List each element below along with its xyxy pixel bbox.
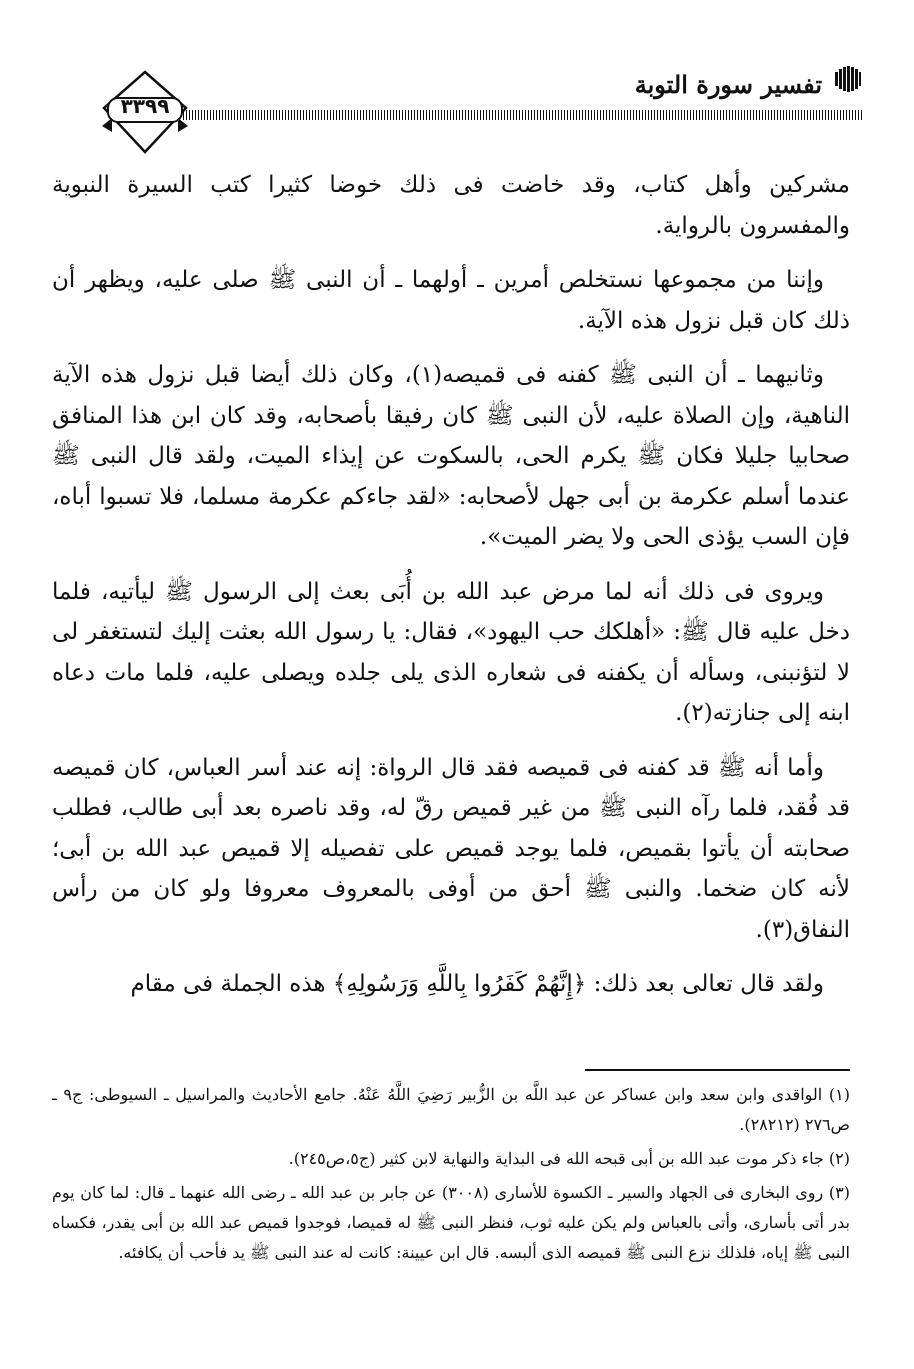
running-header-title: تفسير سورة التوبة — [634, 70, 822, 99]
paragraph: وأما أنه ﷺ قد كفنه فى قميصه فقد قال الرواة: إنه عند أسر العباس، كان قميصه قد فُقد، فلما رآه النبى ﷺ من غير قميص رقّ له، وقد ناصره بعد أبى طالب، فطلب صحابته أن يأتوا بقميص، فلما يوجد قميص على تفصيله إلا قميص عبد الله بن أبى؛ لأنه كان ضخما. والنبى ﷺ أحق من أوفى بالمعروف معروفا ولو كان من رأس النفاق(٣). — [52, 754, 850, 943]
flower-ornament-icon — [834, 66, 862, 92]
footnotes — [52, 1080, 850, 1272]
footnote-3: (٣) روى البخارى فى الجهاد والسير ـ الكسوة للأسارى (٣٠٠٨) عن جابر بن عبد الله ـ رضى الله عنهما ـ قال: لما كان يوم بدر أتى بأسارى، وأتى بالعباس ولم يكن عليه ثوب، فنظر النبى ﷺ له قميصا، فوجدوا قميص عبد الله بن أبى يقدر، فكساه النبى ﷺ إياه، فلذلك نزع النبى ﷺ قميصه الذى ألبسه. قال ابن عيينة: كانت له عند النبى ﷺ يد فأحب أن يكافئه. — [52, 1183, 850, 1262]
header-rule — [183, 110, 862, 120]
paragraph: ويروى فى ذلك أنه لما مرض عبد الله بن أُبَى بعث إلى الرسول ﷺ ليأتيه، فلما دخل عليه قال ﷺ: «أهلكك حب اليهود»، فقال: يا رسول الله بعثت إليك لتستغفر لى لا لتؤنبنى، وسأله أن يكفنه فى شعاره الذى يلى جلده ويصلى عليه، فلما مات دعاه ابنه إلى جنازته(٢). — [52, 578, 850, 726]
paragraph: وثانيهما ـ أن النبى ﷺ كفنه فى قميصه(١)، وكان ذلك أيضا قبل نزول هذه الآية الناهية، وإن الصلاة عليه، لأن النبى ﷺ كان رفيقا بأصحابه، وقد كان ابن هذا المنافق صحابيا جليلا فكان ﷺ يكرم الحى، بالسكوت عن إيذاء الميت، ولقد قال النبى ﷺ عندما أسلم عكرمة بن أبى جهل لأصحابه: «لقد جاءكم عكرمة مسلما، فلا تسبوا أباه، فإن السب يؤذى الحى ولا يضر الميت». — [52, 362, 850, 550]
page-number: ٣٣٩٩ — [120, 94, 170, 118]
footnote-separator — [585, 1069, 850, 1071]
paragraph: وإننا من مجموعها نستخلص أمرين ـ أولهما ـ أن النبى ﷺ صلى عليه، ويظهر أن ذلك كان قبل نزول هذه الآية. — [52, 267, 850, 334]
footnote-1: (١) الواقدى وابن سعد وابن عساكر عن عبد اللَّه بن الزُّبير رَضِيَ اللَّهُ عَنْهُ. جامع الأحاديث والمراسيل ـ السيوطى: ج٩ ـ ص٢٧٦ (٢٨٢١٢). — [52, 1085, 850, 1134]
main-text — [52, 165, 850, 1019]
paragraph: ولقد قال تعالى بعد ذلك: ﴿إِنَّهُمْ كَفَرُوا بِاللَّهِ وَرَسُولِهِ﴾ هذه الجملة فى مقام — [130, 971, 824, 997]
paragraph: مشركين وأهل كتاب، وقد خاضت فى ذلك خوضا كثيرا كتب السيرة النبوية والمفسرون بالرواية. — [52, 172, 850, 239]
footnote-2: (٢) جاء ذكر موت عبد الله بن أبى قبحه الله فى البداية والنهاية لابن كثير (ج٥،ص٢٤٥). — [288, 1149, 850, 1168]
